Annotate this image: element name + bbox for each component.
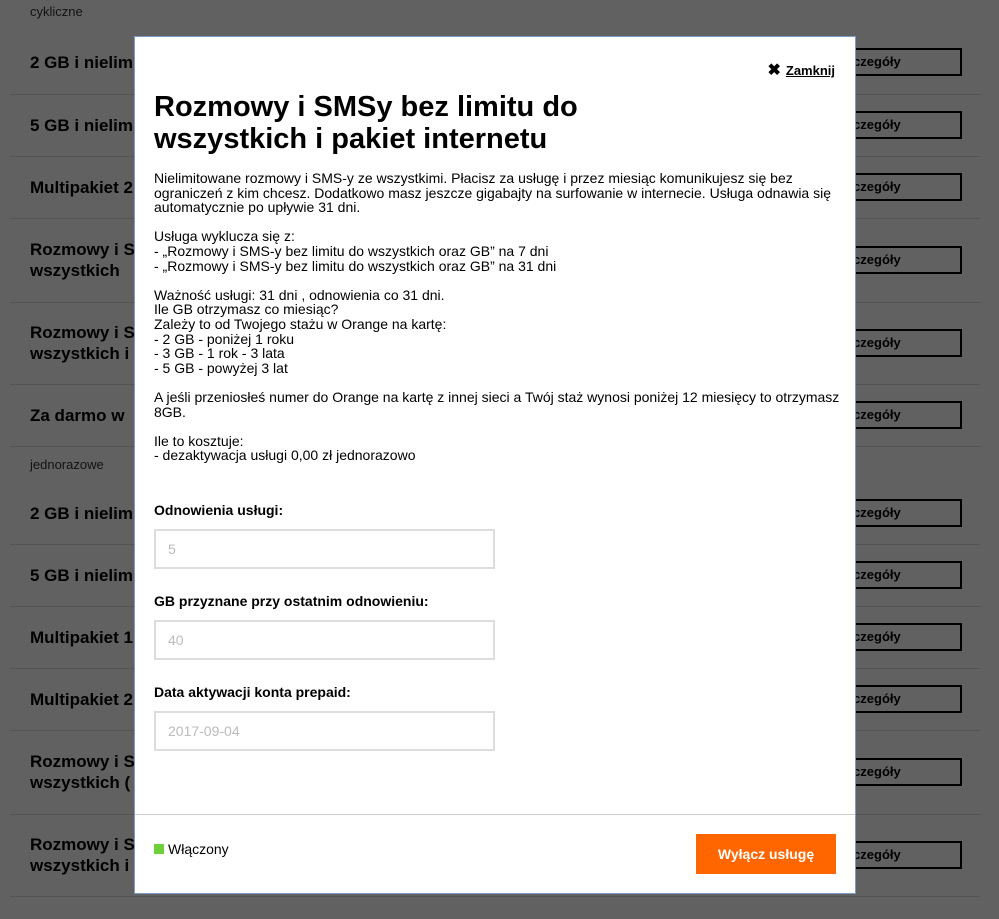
exclusion-item: - „Rozmowy i SMS-y bez limitu do wszystkich oraz GB” na 31 dni (154, 257, 557, 274)
cost-item: - dezaktywacja usługi 0,00 zł jednorazowo (154, 447, 416, 464)
footer-divider (135, 814, 855, 815)
disable-service-button[interactable]: Wyłącz usługę (696, 834, 836, 874)
renewals-label: Odnowienia usługi: (154, 502, 284, 518)
close-button[interactable] (767, 63, 835, 78)
gb-label: GB przyznane przy ostatnim odnowieniu: (154, 593, 429, 609)
renewals-field[interactable] (154, 529, 495, 569)
validity-text: Ważność usługi: 31 dni , odnowienia co 31 dni. (154, 286, 445, 303)
cost-heading: Ile to kosztuje: (154, 432, 244, 449)
close-icon: ✖ (767, 61, 781, 79)
validity-paragraph (154, 288, 844, 376)
status-label: Włączony (168, 841, 229, 857)
exclusion-item: - „Rozmowy i SMS-y bez limitu do wszystkich oraz GB” na 7 dni (154, 242, 549, 259)
cost-paragraph (154, 434, 844, 463)
gb-tier: - 2 GB - poniżej 1 roku (154, 330, 295, 347)
activation-date-field[interactable] (154, 711, 495, 751)
ported-number-paragraph: A jeśli przeniosłeś numer do Orange na kartę z innej sieci a Twój staż wynosi poniżej 12 miesięcy to otrzymasz 8GB. (154, 388, 840, 420)
gb-tier: - 3 GB - 1 rok - 3 lata (154, 345, 285, 362)
exclusions-heading: Usługa wyklucza się z: (154, 228, 295, 245)
gb-field[interactable] (154, 620, 495, 660)
modal-title: Rozmowy i SMSy bez limitu do wszystkich i pakiet internetu (154, 91, 578, 155)
description-paragraph: Nielimitowane rozmowy i SMS-y ze wszystkimi. Płacisz za usługę i przez miesiąc komunikujesz się bez ograniczeń z kim chcesz. Dodatkowo masz jeszcze gigabajty na surfowanie w internecie. Usługa odnawia się automatycznie po upływie 31 dni. (154, 170, 831, 216)
close-label: Zamknij (785, 63, 835, 78)
service-details-modal (134, 36, 856, 894)
status-dot-icon (154, 844, 164, 854)
service-description (154, 171, 844, 477)
exclusions-paragraph (154, 229, 844, 273)
gb-question: Ile GB otrzymasz co miesiąc? (154, 301, 339, 318)
activation-date-label: Data aktywacji konta prepaid: (154, 684, 351, 700)
status-indicator (154, 841, 229, 857)
gb-dependency: Zależy to od Twojego stażu w Orange na kartę: (154, 315, 447, 332)
gb-tier: - 5 GB - powyżej 3 lat (154, 359, 288, 376)
